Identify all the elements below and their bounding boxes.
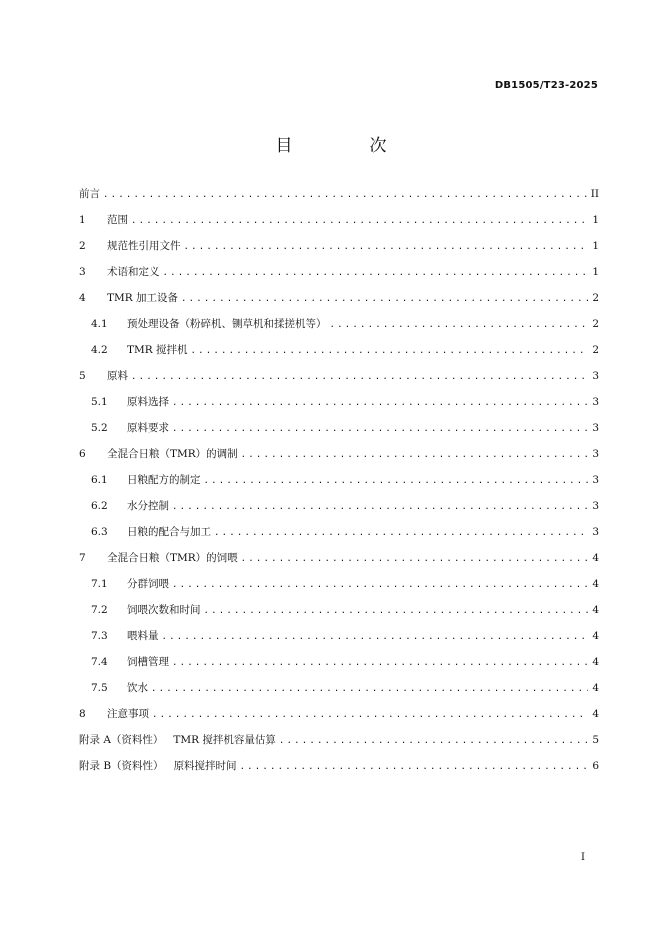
toc-dot-leader (172, 502, 588, 512)
toc-dot-leader (151, 684, 588, 694)
toc-entry-page: 4 (592, 682, 599, 694)
toc-entry-number: 5.1 (91, 396, 108, 408)
toc-entry-page: 2 (592, 318, 599, 330)
toc-entry-number: 4.2 (91, 344, 108, 356)
toc-entry[interactable] (79, 472, 599, 498)
toc-dot-leader (279, 736, 588, 746)
toc-entry-title: 范围 (107, 214, 128, 226)
toc-entry-title: 饲槽管理 (127, 656, 169, 668)
toc-entry-page: 3 (592, 422, 599, 434)
toc-entry-title: 前言 (79, 188, 100, 200)
toc-entry-number: 7.4 (91, 656, 108, 668)
toc-entry-page: 2 (592, 292, 599, 304)
toc-dot-leader (131, 216, 588, 226)
toc-dot-leader (163, 268, 589, 278)
toc-entry-number: 4.1 (91, 318, 108, 330)
toc-entry-title: TMR 搅拌机 (127, 344, 188, 356)
toc-entry-title: 预处理设备（粉碎机、铡草机和揉搓机等） (127, 318, 327, 330)
toc-entry-page: 4 (592, 552, 599, 564)
toc-entry-page: 4 (592, 630, 599, 642)
toc-dot-leader (131, 372, 588, 382)
toc-entry-number: 6.1 (91, 474, 108, 486)
toc-dot-leader (214, 528, 588, 538)
toc-entry[interactable] (79, 290, 599, 316)
toc-entry-title: TMR 加工设备 (107, 292, 178, 304)
toc-dot-leader (241, 554, 588, 564)
toc-entry-number: 7.3 (91, 630, 108, 642)
toc-dot-leader (240, 762, 588, 772)
toc-entry-page: 1 (592, 240, 599, 252)
toc-entry-title: 原料搅拌时间 (173, 760, 237, 772)
toc-entry-number: 5.2 (91, 422, 108, 434)
toc-entry[interactable] (79, 550, 599, 576)
toc-dot-leader (181, 294, 588, 304)
toc-entry[interactable] (79, 186, 599, 212)
toc-entry[interactable] (79, 524, 599, 550)
toc-entry-title: 日粮配方的制定 (127, 474, 201, 486)
toc-dot-leader (241, 450, 588, 460)
toc-entry-number: 附录 A（资料性） (79, 734, 164, 746)
toc-entry[interactable] (79, 368, 599, 394)
toc-entry-title: 全混合日粮（TMR）的调制 (107, 448, 238, 460)
toc-entry-title: 分群饲喂 (127, 578, 169, 590)
toc-dot-leader (204, 476, 589, 486)
toc-entry-title: 日粮的配合与加工 (127, 526, 211, 538)
toc-entry[interactable] (79, 238, 599, 264)
toc-entry-title: 水分控制 (127, 500, 169, 512)
document-code: DB1505/T23-2025 (494, 80, 598, 91)
toc-entry-page: 3 (592, 448, 599, 460)
toc-entry-page: 1 (592, 214, 599, 226)
toc-entry-title: TMR 搅拌机容量估算 (173, 734, 276, 746)
toc-entry-number: 4 (79, 292, 86, 304)
toc-entry-number: 7.5 (91, 682, 108, 694)
toc-entry-page: 3 (592, 370, 599, 382)
toc-entry-page: 2 (592, 344, 599, 356)
toc-dot-leader (103, 190, 588, 200)
toc-entry[interactable] (79, 264, 599, 290)
toc-entry-title: 饮水 (127, 682, 148, 694)
page-title: 目 次 (275, 136, 417, 156)
toc-entry-page: 3 (592, 396, 599, 408)
toc-entry[interactable] (79, 706, 599, 732)
toc-entry[interactable] (79, 602, 599, 628)
toc-entry[interactable] (79, 732, 599, 758)
toc-entry[interactable] (79, 394, 599, 420)
table-of-contents (79, 186, 599, 784)
toc-entry-page: 4 (592, 578, 599, 590)
toc-entry-number: 7 (79, 552, 86, 564)
toc-entry-title: 喂料量 (127, 630, 159, 642)
toc-dot-leader (204, 606, 589, 616)
toc-dot-leader (330, 320, 589, 330)
toc-entry-title: 饲喂次数和时间 (127, 604, 201, 616)
toc-dot-leader (162, 632, 589, 642)
toc-entry-page: 5 (592, 734, 599, 746)
toc-entry-title: 规范性引用文件 (107, 240, 181, 252)
toc-entry-number: 6.3 (91, 526, 108, 538)
toc-dot-leader (172, 580, 588, 590)
toc-entry-number: 6 (79, 448, 86, 460)
toc-entry-number: 7.2 (91, 604, 108, 616)
toc-entry[interactable] (79, 446, 599, 472)
toc-entry-page: 6 (592, 760, 599, 772)
toc-entry[interactable] (79, 420, 599, 446)
toc-entry-title: 注意事项 (107, 708, 149, 720)
toc-dot-leader (172, 398, 588, 408)
toc-entry-number: 附录 B（资料性） (79, 760, 164, 772)
toc-entry-page: 4 (592, 656, 599, 668)
toc-entry-page: 3 (592, 500, 599, 512)
page-number: I (581, 852, 585, 863)
toc-entry[interactable] (79, 576, 599, 602)
toc-dot-leader (152, 710, 588, 720)
toc-entry-number: 1 (79, 214, 86, 226)
toc-entry-number: 8 (79, 708, 86, 720)
toc-entry-title: 原料要求 (127, 422, 169, 434)
toc-dot-leader (184, 242, 589, 252)
toc-entry[interactable] (79, 498, 599, 524)
toc-entry-title: 原料 (107, 370, 128, 382)
toc-entry[interactable] (79, 680, 599, 706)
toc-entry-page: 3 (592, 526, 599, 538)
toc-entry-number: 3 (79, 266, 86, 278)
toc-dot-leader (172, 424, 588, 434)
toc-entry[interactable] (79, 316, 599, 342)
toc-entry[interactable] (79, 342, 599, 368)
toc-entry-page: 1 (592, 266, 599, 278)
toc-entry[interactable] (79, 212, 599, 238)
toc-entry-number: 5 (79, 370, 86, 382)
toc-entry-title: 原料选择 (127, 396, 169, 408)
toc-entry-page: 4 (592, 604, 599, 616)
toc-dot-leader (172, 658, 588, 668)
toc-entry-page: II (590, 188, 599, 200)
toc-entry-page: 4 (592, 708, 599, 720)
toc-entry-number: 7.1 (91, 578, 108, 590)
toc-entry-title: 全混合日粮（TMR）的饲喂 (107, 552, 238, 564)
toc-entry-title: 术语和定义 (107, 266, 160, 278)
toc-entry-page: 3 (592, 474, 599, 486)
toc-entry[interactable] (79, 654, 599, 680)
toc-entry-number: 6.2 (91, 500, 108, 512)
toc-entry[interactable] (79, 628, 599, 654)
toc-entry-number: 2 (79, 240, 86, 252)
toc-entry[interactable] (79, 758, 599, 784)
toc-dot-leader (191, 346, 589, 356)
